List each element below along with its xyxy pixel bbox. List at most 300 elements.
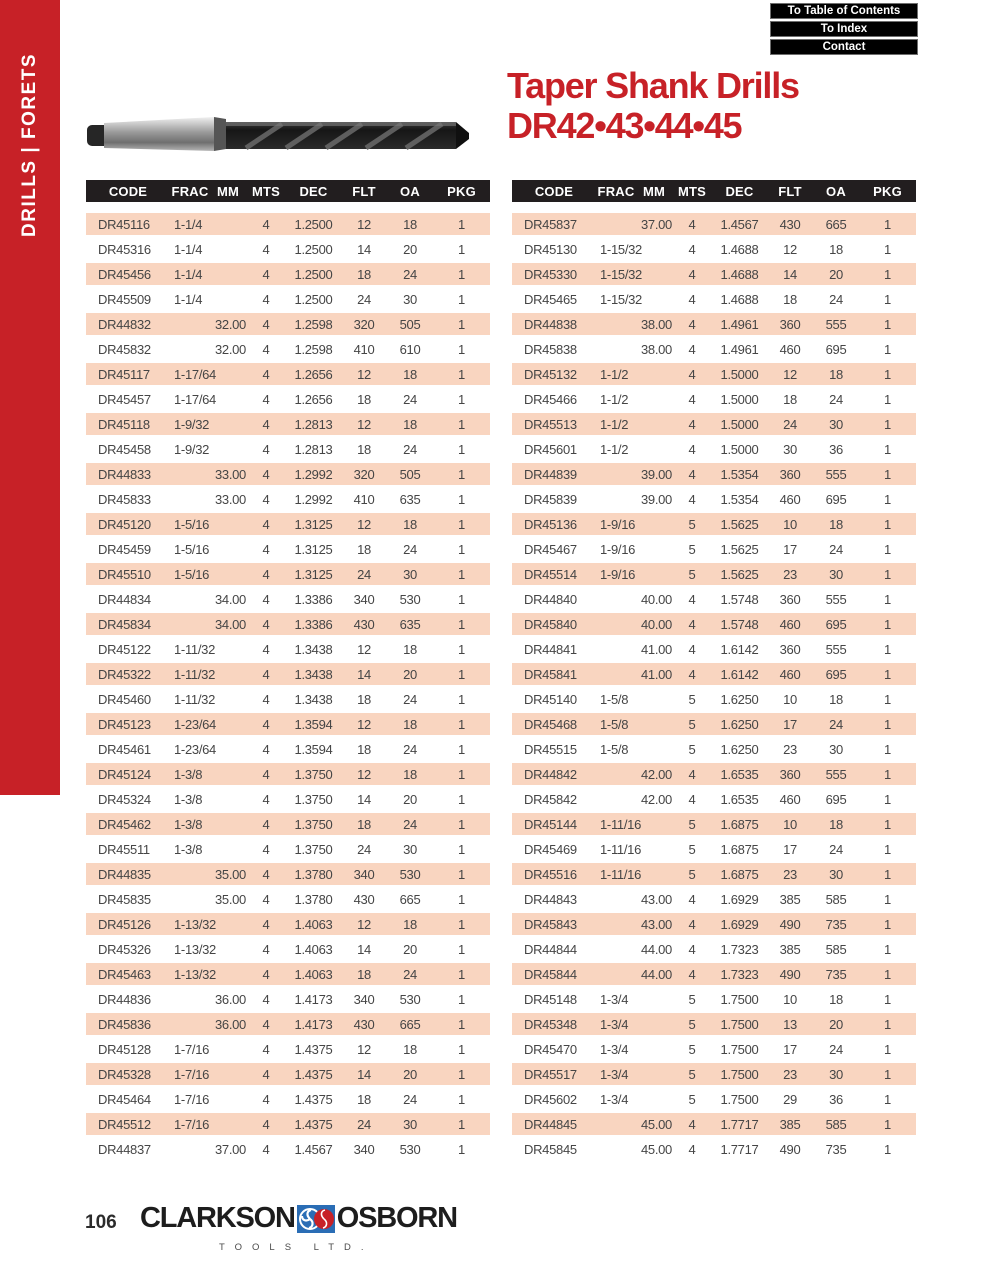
cell-dec: 1.2598	[286, 337, 341, 362]
cell-frac: 1-1/4	[170, 237, 210, 262]
cell-oa: 18	[387, 1037, 433, 1062]
cell-oa: 20	[387, 662, 433, 687]
cell-dec: 1.6250	[712, 687, 767, 712]
cell-mts: 4	[246, 487, 286, 512]
cell-code: DR44845	[512, 1112, 596, 1137]
cell-mts: 5	[672, 562, 712, 587]
cell-mm: 40.00	[636, 612, 672, 637]
table-row	[512, 737, 916, 762]
cell-dec: 1.6875	[712, 837, 767, 862]
nav-button-table-of-contents[interactable]: To Table of Contents	[770, 3, 918, 19]
cell-flt: 360	[767, 762, 813, 787]
cell-oa: 505	[387, 462, 433, 487]
cell-pkg: 1	[859, 987, 916, 1012]
cell-code: DR45464	[86, 1087, 170, 1112]
cell-dec: 1.4567	[286, 1137, 341, 1162]
cell-code: DR45833	[86, 487, 170, 512]
cell-frac: 1-15/32	[596, 237, 636, 262]
table-row	[86, 562, 490, 587]
table-row	[512, 1037, 916, 1062]
cell-frac	[596, 662, 636, 687]
page-title	[507, 66, 799, 146]
cell-oa: 24	[813, 387, 859, 412]
cell-pkg: 1	[859, 362, 916, 387]
cell-mm: 41.00	[636, 637, 672, 662]
table-row	[86, 1137, 490, 1162]
cell-frac: 1-7/16	[170, 1087, 210, 1112]
table-row	[86, 687, 490, 712]
drill-photo	[86, 100, 470, 168]
cell-flt: 430	[341, 612, 387, 637]
cell-code: DR45123	[86, 712, 170, 737]
cell-flt: 18	[341, 812, 387, 837]
cell-oa: 635	[387, 487, 433, 512]
table-row	[86, 762, 490, 787]
cell-mts: 5	[672, 1062, 712, 1087]
cell-pkg: 1	[433, 1112, 490, 1137]
cell-dec: 1.3594	[286, 737, 341, 762]
cell-flt: 360	[767, 312, 813, 337]
cell-mts: 4	[672, 287, 712, 312]
cell-mts: 4	[246, 287, 286, 312]
cell-flt: 12	[341, 362, 387, 387]
cell-pkg: 1	[859, 787, 916, 812]
cell-frac	[596, 787, 636, 812]
cell-pkg: 1	[433, 887, 490, 912]
table-row	[512, 787, 916, 812]
cell-dec: 1.6250	[712, 737, 767, 762]
cell-flt: 360	[767, 587, 813, 612]
table-row	[86, 887, 490, 912]
table-row	[512, 337, 916, 362]
cell-frac	[596, 937, 636, 962]
cell-dec: 1.4063	[286, 912, 341, 937]
cell-oa: 735	[813, 912, 859, 937]
cell-pkg: 1	[433, 512, 490, 537]
cell-code: DR45516	[512, 862, 596, 887]
cell-code: DR45839	[512, 487, 596, 512]
cell-pkg: 1	[433, 362, 490, 387]
side-tab-label: DRILLS | FORETS	[19, 52, 40, 238]
cell-oa: 585	[813, 1112, 859, 1137]
cell-dec: 1.3438	[286, 687, 341, 712]
cell-code: DR44832	[86, 312, 170, 337]
cell-frac	[170, 612, 210, 637]
cell-flt: 18	[341, 687, 387, 712]
cell-dec: 1.3125	[286, 537, 341, 562]
column-header: MTS	[246, 180, 286, 202]
cell-mts: 4	[246, 637, 286, 662]
column-header: DEC	[712, 180, 767, 202]
table-row	[86, 1062, 490, 1087]
table-row	[86, 462, 490, 487]
cell-frac	[596, 962, 636, 987]
cell-code: DR45510	[86, 562, 170, 587]
cell-dec: 1.5354	[712, 462, 767, 487]
cell-pkg: 1	[433, 412, 490, 437]
nav-buttons	[770, 3, 918, 55]
cell-oa: 530	[387, 987, 433, 1012]
brand-logo	[140, 1202, 457, 1235]
cell-frac	[170, 1012, 210, 1037]
cell-code: DR45316	[86, 237, 170, 262]
cell-code: DR45834	[86, 612, 170, 637]
cell-oa: 18	[387, 762, 433, 787]
cell-dec: 1.3386	[286, 612, 341, 637]
table-row	[512, 437, 916, 462]
table-row	[86, 1012, 490, 1037]
cell-dec: 1.6142	[712, 662, 767, 687]
cell-oa: 24	[387, 812, 433, 837]
cell-oa: 18	[387, 712, 433, 737]
cell-frac: 1-11/16	[596, 812, 636, 837]
cell-pkg: 1	[433, 1137, 490, 1162]
table-row	[512, 812, 916, 837]
cell-dec: 1.4688	[712, 287, 767, 312]
cell-mm	[636, 387, 672, 412]
cell-mm: 33.00	[210, 487, 246, 512]
nav-button-contact[interactable]: Contact	[770, 39, 918, 55]
cell-dec: 1.2992	[286, 487, 341, 512]
cell-flt: 340	[341, 587, 387, 612]
cell-mts: 4	[672, 487, 712, 512]
cell-mm: 43.00	[636, 887, 672, 912]
table-row	[512, 937, 916, 962]
cell-code: DR45601	[512, 437, 596, 462]
column-header: OA	[813, 180, 859, 202]
cell-flt: 490	[767, 962, 813, 987]
cell-dec: 1.7500	[712, 1037, 767, 1062]
cell-oa: 665	[387, 1012, 433, 1037]
cell-flt: 385	[767, 937, 813, 962]
cell-frac	[596, 1137, 636, 1162]
cell-code: DR45130	[512, 237, 596, 262]
cell-flt: 18	[341, 962, 387, 987]
cell-code: DR45842	[512, 787, 596, 812]
cell-oa: 24	[387, 962, 433, 987]
cell-dec: 1.4567	[712, 213, 767, 237]
cell-mm: 32.00	[210, 312, 246, 337]
table-row	[86, 862, 490, 887]
cell-flt: 18	[767, 287, 813, 312]
table-row	[512, 487, 916, 512]
cell-flt: 12	[341, 1037, 387, 1062]
cell-dec: 1.5625	[712, 512, 767, 537]
cell-mm: 44.00	[636, 962, 672, 987]
cell-oa: 30	[387, 1112, 433, 1137]
drill-tip	[456, 122, 469, 149]
cell-flt: 14	[341, 1062, 387, 1087]
table-row	[512, 387, 916, 412]
cell-mm	[636, 1062, 672, 1087]
cell-oa: 665	[387, 887, 433, 912]
cell-pkg: 1	[859, 512, 916, 537]
cell-frac	[596, 462, 636, 487]
table-row	[512, 987, 916, 1012]
cell-frac	[170, 587, 210, 612]
cell-pkg: 1	[433, 487, 490, 512]
table-row	[512, 362, 916, 387]
cell-frac: 1-7/16	[170, 1062, 210, 1087]
column-header: OA	[387, 180, 433, 202]
cell-dec: 1.3750	[286, 812, 341, 837]
cell-mm: 37.00	[636, 213, 672, 237]
cell-flt: 340	[341, 1137, 387, 1162]
cell-pkg: 1	[859, 462, 916, 487]
cell-oa: 18	[387, 362, 433, 387]
cell-dec: 1.2813	[286, 412, 341, 437]
cell-flt: 460	[767, 612, 813, 637]
cell-code: DR45328	[86, 1062, 170, 1087]
cell-flt: 24	[341, 287, 387, 312]
cell-oa: 735	[813, 1137, 859, 1162]
cell-dec: 1.7500	[712, 987, 767, 1012]
cell-mts: 5	[672, 712, 712, 737]
cell-oa: 695	[813, 612, 859, 637]
cell-mts: 4	[672, 337, 712, 362]
cell-frac: 1-3/4	[596, 987, 636, 1012]
cell-frac: 1-1/4	[170, 213, 210, 237]
table-row	[86, 1087, 490, 1112]
cell-code: DR45322	[86, 662, 170, 687]
table-row	[512, 213, 916, 237]
cell-mm: 45.00	[636, 1112, 672, 1137]
cell-frac	[596, 637, 636, 662]
cell-mts: 4	[246, 1112, 286, 1137]
cell-mm: 33.00	[210, 462, 246, 487]
cell-mts: 4	[672, 412, 712, 437]
cell-frac: 1-11/32	[170, 637, 210, 662]
cell-code: DR45457	[86, 387, 170, 412]
cell-mm	[636, 1012, 672, 1037]
cell-mm	[210, 237, 246, 262]
cell-oa: 36	[813, 437, 859, 462]
cell-dec: 1.5354	[712, 487, 767, 512]
cell-code: DR45836	[86, 1012, 170, 1037]
drill-table-right-header	[512, 180, 916, 202]
cell-mm	[210, 1112, 246, 1137]
cell-code: DR44840	[512, 587, 596, 612]
cell-code: DR44834	[86, 587, 170, 612]
cell-code: DR45838	[512, 337, 596, 362]
cell-mm	[210, 287, 246, 312]
cell-pkg: 1	[433, 537, 490, 562]
cell-mts: 4	[672, 387, 712, 412]
cell-pkg: 1	[859, 412, 916, 437]
table-row	[512, 687, 916, 712]
cell-code: DR45326	[86, 937, 170, 962]
cell-code: DR44833	[86, 462, 170, 487]
cell-mm	[636, 512, 672, 537]
cell-mm	[210, 537, 246, 562]
cell-flt: 490	[767, 912, 813, 937]
cell-mts: 4	[246, 237, 286, 262]
cell-frac	[596, 312, 636, 337]
cell-code: DR45124	[86, 762, 170, 787]
cell-flt: 385	[767, 887, 813, 912]
cell-pkg: 1	[433, 712, 490, 737]
cell-flt: 29	[767, 1087, 813, 1112]
cell-mts: 4	[246, 962, 286, 987]
table-row	[86, 387, 490, 412]
cell-frac: 1-13/32	[170, 962, 210, 987]
table-row	[86, 312, 490, 337]
table-row	[86, 487, 490, 512]
cell-frac	[170, 1137, 210, 1162]
cell-frac: 1-23/64	[170, 712, 210, 737]
cell-dec: 1.2598	[286, 312, 341, 337]
cell-code: DR45843	[512, 912, 596, 937]
table-row	[86, 437, 490, 462]
cell-pkg: 1	[859, 762, 916, 787]
cell-oa: 30	[813, 412, 859, 437]
cell-code: DR45116	[86, 213, 170, 237]
cell-pkg: 1	[433, 462, 490, 487]
cell-pkg: 1	[859, 687, 916, 712]
page-title-line1: Taper Shank Drills	[507, 65, 799, 106]
cell-frac: 1-1/2	[596, 362, 636, 387]
cell-pkg: 1	[859, 1012, 916, 1037]
nav-button-index[interactable]: To Index	[770, 21, 918, 37]
cell-mm: 40.00	[636, 587, 672, 612]
cell-pkg: 1	[433, 937, 490, 962]
cell-oa: 30	[813, 1062, 859, 1087]
cell-frac: 1-15/32	[596, 262, 636, 287]
column-header: MM	[210, 180, 246, 202]
cell-dec: 1.4375	[286, 1037, 341, 1062]
cell-oa: 24	[387, 537, 433, 562]
cell-mts: 4	[246, 937, 286, 962]
cell-mts: 4	[672, 962, 712, 987]
cell-mm	[210, 787, 246, 812]
cell-mm	[636, 1087, 672, 1112]
cell-flt: 23	[767, 1062, 813, 1087]
cell-mm	[210, 762, 246, 787]
cell-oa: 20	[387, 237, 433, 262]
table-row	[512, 312, 916, 337]
column-header: FLT	[341, 180, 387, 202]
table-row	[86, 287, 490, 312]
cell-oa: 20	[387, 1062, 433, 1087]
cell-frac	[170, 887, 210, 912]
cell-mts: 5	[672, 862, 712, 887]
cell-oa: 18	[813, 687, 859, 712]
cell-dec: 1.5000	[712, 387, 767, 412]
cell-pkg: 1	[433, 312, 490, 337]
cell-dec: 1.5000	[712, 362, 767, 387]
cell-mm: 44.00	[636, 937, 672, 962]
cell-pkg: 1	[433, 912, 490, 937]
cell-mm: 42.00	[636, 787, 672, 812]
cell-flt: 490	[767, 1137, 813, 1162]
cell-mm	[636, 812, 672, 837]
cell-pkg: 1	[433, 962, 490, 987]
table-row	[512, 837, 916, 862]
cell-flt: 10	[767, 987, 813, 1012]
cell-mm	[210, 412, 246, 437]
cell-oa: 18	[813, 512, 859, 537]
cell-flt: 18	[341, 387, 387, 412]
cell-frac: 1-3/4	[596, 1062, 636, 1087]
cell-pkg: 1	[433, 1062, 490, 1087]
cell-oa: 530	[387, 1137, 433, 1162]
cell-mm: 32.00	[210, 337, 246, 362]
cell-flt: 10	[767, 687, 813, 712]
cell-pkg: 1	[859, 862, 916, 887]
page-number: 106	[85, 1212, 117, 1233]
cell-pkg: 1	[859, 1037, 916, 1062]
cell-frac: 1-11/16	[596, 862, 636, 887]
cell-pkg: 1	[433, 812, 490, 837]
cell-code: DR45330	[512, 262, 596, 287]
cell-code: DR45456	[86, 262, 170, 287]
table-row	[512, 612, 916, 637]
cell-pkg: 1	[859, 387, 916, 412]
table-row	[86, 712, 490, 737]
cell-flt: 17	[767, 837, 813, 862]
cell-dec: 1.2500	[286, 287, 341, 312]
cell-pkg: 1	[433, 862, 490, 887]
cell-oa: 505	[387, 312, 433, 337]
cell-oa: 24	[387, 262, 433, 287]
cell-oa: 530	[387, 587, 433, 612]
cell-frac: 1-5/16	[170, 562, 210, 587]
cell-dec: 1.3750	[286, 837, 341, 862]
cell-dec: 1.4961	[712, 337, 767, 362]
cell-frac	[170, 987, 210, 1012]
cell-code: DR44836	[86, 987, 170, 1012]
cell-code: DR45140	[512, 687, 596, 712]
cell-oa: 555	[813, 637, 859, 662]
cell-code: DR45512	[86, 1112, 170, 1137]
page-title-line2: DR42•43•44•45	[507, 105, 742, 146]
cell-code: DR45468	[512, 712, 596, 737]
cell-flt: 460	[767, 487, 813, 512]
cell-mts: 4	[246, 662, 286, 687]
cell-pkg: 1	[859, 937, 916, 962]
cell-frac	[170, 862, 210, 887]
table-row	[86, 587, 490, 612]
cell-dec: 1.2500	[286, 213, 341, 237]
cell-flt: 18	[341, 537, 387, 562]
cell-dec: 1.2656	[286, 362, 341, 387]
cell-mts: 4	[672, 262, 712, 287]
table-row	[512, 862, 916, 887]
cell-mts: 5	[672, 537, 712, 562]
cell-dec: 1.7500	[712, 1087, 767, 1112]
cell-frac: 1-9/16	[596, 562, 636, 587]
cell-mts: 4	[672, 1137, 712, 1162]
cell-mm	[636, 737, 672, 762]
cell-oa: 20	[813, 262, 859, 287]
cell-oa: 18	[813, 987, 859, 1012]
cell-dec: 1.4173	[286, 1012, 341, 1037]
cell-dec: 1.6535	[712, 787, 767, 812]
cell-pkg: 1	[859, 562, 916, 587]
cell-oa: 30	[387, 562, 433, 587]
cell-code: DR44835	[86, 862, 170, 887]
cell-frac: 1-1/2	[596, 387, 636, 412]
cell-mts: 4	[672, 937, 712, 962]
cell-pkg: 1	[859, 213, 916, 237]
cell-flt: 18	[341, 262, 387, 287]
cell-mm	[636, 537, 672, 562]
cell-mts: 4	[672, 762, 712, 787]
cell-dec: 1.4688	[712, 237, 767, 262]
cell-pkg: 1	[433, 662, 490, 687]
cell-pkg: 1	[433, 387, 490, 412]
gear-icon	[297, 1205, 335, 1233]
